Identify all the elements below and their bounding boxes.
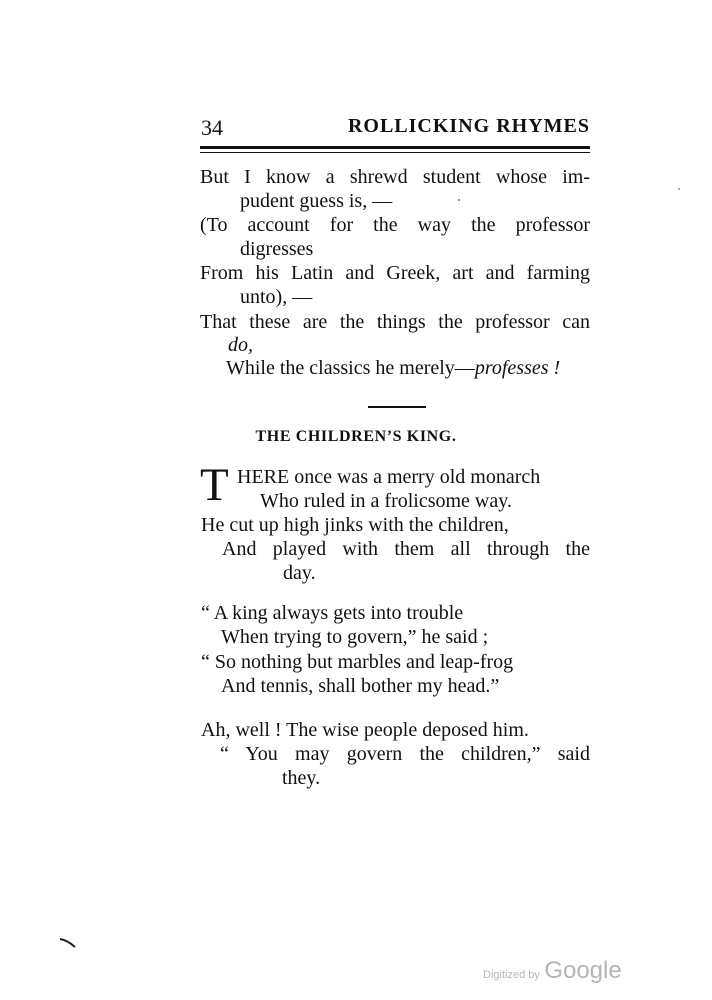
poem-line: He cut up high jinks with the children, xyxy=(201,514,509,536)
drop-cap: T xyxy=(200,459,229,511)
section-divider xyxy=(368,406,426,408)
poem-line: day. xyxy=(283,562,316,584)
scan-speck xyxy=(678,188,680,190)
text-line xyxy=(226,356,560,380)
header-rule-thick xyxy=(200,146,590,149)
poem-line: “ A king always gets into trouble xyxy=(201,602,464,624)
poem-line: they. xyxy=(282,767,321,789)
poem-line: Ah, well ! The wise people deposed him. xyxy=(201,719,529,741)
text-line: But I know a shrewd student whose im- xyxy=(200,166,590,188)
poem-line: HERE once was a merry old monarch xyxy=(237,466,541,488)
text-line: do, xyxy=(228,334,253,356)
watermark-brand: Google xyxy=(544,957,622,984)
margin-mark-icon xyxy=(59,937,77,949)
text-line: That these are the things the professor can xyxy=(200,311,590,333)
header-rule-thin xyxy=(200,152,590,153)
text-line: From his Latin and Greek, art and farming xyxy=(200,262,590,284)
italic-text: professes ! xyxy=(474,357,561,379)
running-head: ROLLICKING RHYMES xyxy=(347,115,590,137)
text-line: unto), — xyxy=(240,286,313,308)
page-number: 34 xyxy=(201,115,223,140)
poem-line: “ So nothing but marbles and leap-frog xyxy=(201,651,514,673)
digitized-watermark xyxy=(483,957,622,985)
watermark-prefix: Digitized by xyxy=(483,969,540,981)
poem-line: When trying to govern,” he said ; xyxy=(221,626,489,648)
poem-line: Who ruled in a frolicsome way. xyxy=(260,490,512,512)
text-line: digresses xyxy=(240,238,314,260)
scan-speck xyxy=(458,199,460,201)
poem-line: And played with them all through the xyxy=(222,538,590,560)
text-span: While the classics he merely— xyxy=(226,357,475,379)
text-line: (To account for the way the professor xyxy=(200,214,590,236)
poem-line: “ You may govern the children,” said xyxy=(220,743,590,765)
poem-line: And tennis, shall bother my head.” xyxy=(221,675,500,697)
poem-title: THE CHILDREN’S KING. xyxy=(255,428,457,445)
text-line: pudent guess is, — xyxy=(240,190,393,212)
